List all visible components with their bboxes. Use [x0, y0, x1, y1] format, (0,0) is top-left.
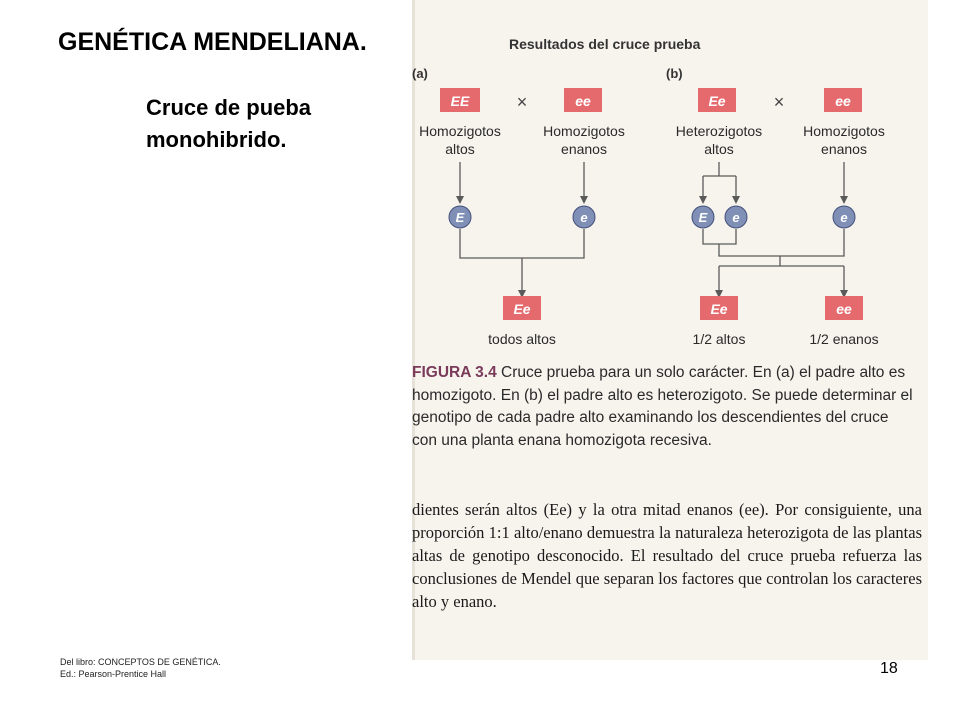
parent-Ee-desc-2: altos — [704, 141, 734, 157]
parent-ee-desc-2-b: enanos — [821, 141, 867, 157]
offspring-Ee-genotype-b: Ee — [710, 301, 728, 317]
offspring-Ee-genotype-a: Ee — [513, 301, 531, 317]
parent-EE-genotype: EE — [450, 93, 470, 109]
subtitle-line-2: monohibrido. — [146, 127, 287, 152]
gamete-e-a-label: e — [580, 210, 588, 225]
bracket-heterozygote-gametes — [703, 229, 736, 244]
parent-ee-desc-1-b: Homozigotos — [803, 123, 885, 139]
parent-EE-desc-1: Homozigotos — [419, 123, 501, 139]
parent-ee-genotype-a: ee — [575, 93, 591, 109]
figure-caption — [412, 362, 917, 452]
subtitle-line-1: Cruce de pueba — [146, 95, 312, 120]
offspring-label-a: todos altos — [488, 331, 556, 347]
gamete-E-a-label: E — [455, 210, 465, 225]
book-page-scan — [412, 0, 928, 660]
caption-text: Cruce prueba para un solo carácter. En (a) el padre alto es homozigoto. En (b) el padre alto es heterozigoto. Se puede determinar el genotipo de cada padre alto examinando los descendientes del cruce con una planta enana homozigota recesiva. — [412, 364, 913, 449]
parent-Ee-desc-1: Heterozigotos — [675, 123, 763, 139]
gamete-e-b2-label: e — [840, 210, 848, 225]
caption-figure-label: FIGURA 3.4 — [412, 364, 497, 381]
offspring-label-b1: 1/2 altos — [692, 331, 746, 347]
fusion-line-b — [719, 229, 844, 256]
book-body-text — [412, 498, 922, 613]
cross-symbol-a: × — [516, 92, 528, 112]
fusion-line-a — [460, 229, 584, 258]
slide-title: GENÉTICA MENDELIANA. — [58, 28, 367, 56]
source-credit — [60, 656, 221, 680]
parent-ee-genotype-b: ee — [835, 93, 851, 109]
panel-b-label: (b) — [666, 66, 683, 81]
test-cross-diagram — [412, 0, 928, 360]
parent-EE-desc-2: altos — [445, 141, 475, 157]
book-paragraph: dientes serán altos (Ee) y la otra mitad enanos (ee). Por consiguiente, una proporción 1:1 alto/enano demuestra la naturaleza heterozigota de las plantas altas de genotipo desconocido. El resultado del cruce prueba refuerza las conclusiones de Mendel que separan los factores que controlan los caracteres alto y enano. — [412, 500, 922, 611]
parent-ee-desc-1-a: Homozigotos — [543, 123, 625, 139]
credit-line-1: Del libro: CONCEPTOS DE GENÉTICA. — [60, 657, 221, 667]
parent-ee-desc-2-a: enanos — [561, 141, 607, 157]
credit-line-2: Ed.: Pearson-Prentice Hall — [60, 669, 167, 679]
offspring-label-b2: 1/2 enanos — [809, 331, 879, 347]
parent-Ee-genotype-b: Ee — [708, 93, 726, 109]
gamete-E-b-label: E — [698, 210, 708, 225]
offspring-ee-genotype-b: ee — [836, 301, 852, 317]
page-number: 18 — [880, 660, 898, 677]
gamete-e-b-label: e — [732, 210, 740, 225]
panel-a-label: (a) — [412, 66, 428, 81]
slide-subtitle — [146, 92, 311, 156]
cross-symbol-b: × — [773, 92, 785, 112]
figure-heading: Resultados del cruce prueba — [509, 36, 701, 52]
